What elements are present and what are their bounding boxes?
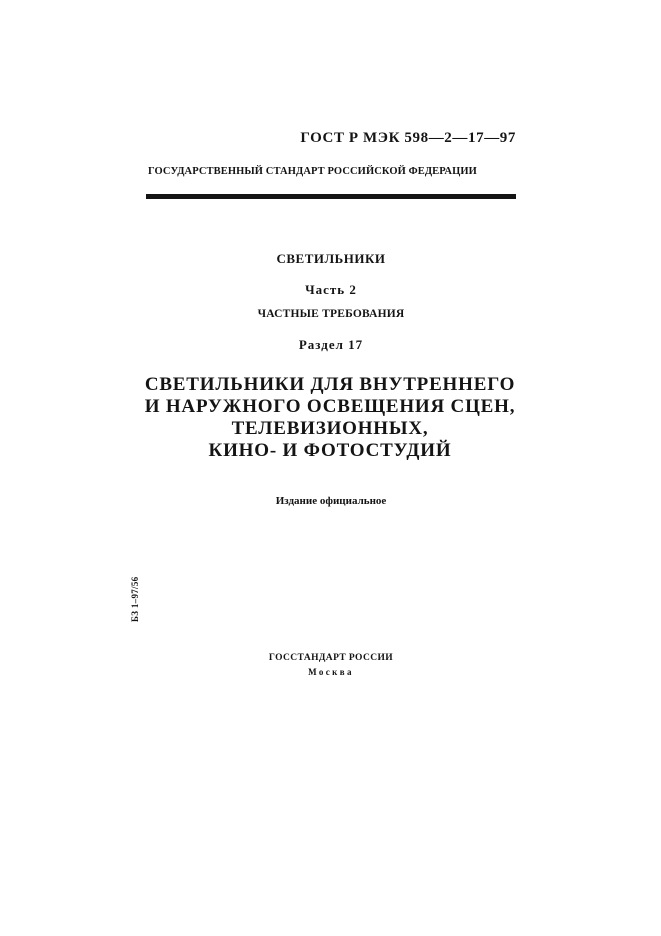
section-heading: Раздел 17 [298, 337, 364, 352]
requirements-heading: ЧАСТНЫЕ ТРЕБОВАНИЯ [257, 308, 405, 320]
publisher-name: ГОССТАНДАРТ РОССИИ [268, 653, 394, 663]
document-code: ГОСТ Р МЭК 598—2—17—97 [300, 130, 516, 146]
category-heading: СВЕТИЛЬНИКИ [276, 251, 386, 266]
header-divider [146, 194, 516, 199]
title-line: И НАРУЖНОГО ОСВЕЩЕНИЯ СЦЕН, [144, 396, 516, 417]
edition-label: Издание официальное [275, 495, 387, 507]
title-line: СВЕТИЛЬНИКИ ДЛЯ ВНУТРЕННЕГО [144, 374, 516, 395]
side-registration-code: БЗ 1–97/56 [130, 576, 140, 622]
part-heading: Часть 2 [305, 282, 357, 297]
publisher-city: Москва [308, 667, 354, 677]
title-line: КИНО- И ФОТОСТУДИЙ [208, 440, 452, 461]
title-line: ТЕЛЕВИЗИОННЫХ, [231, 418, 429, 439]
document-title [120, 374, 540, 462]
state-standard-heading: ГОСУДАРСТВЕННЫЙ СТАНДАРТ РОССИЙСКОЙ ФЕДЕРАЦИИ [148, 166, 477, 177]
